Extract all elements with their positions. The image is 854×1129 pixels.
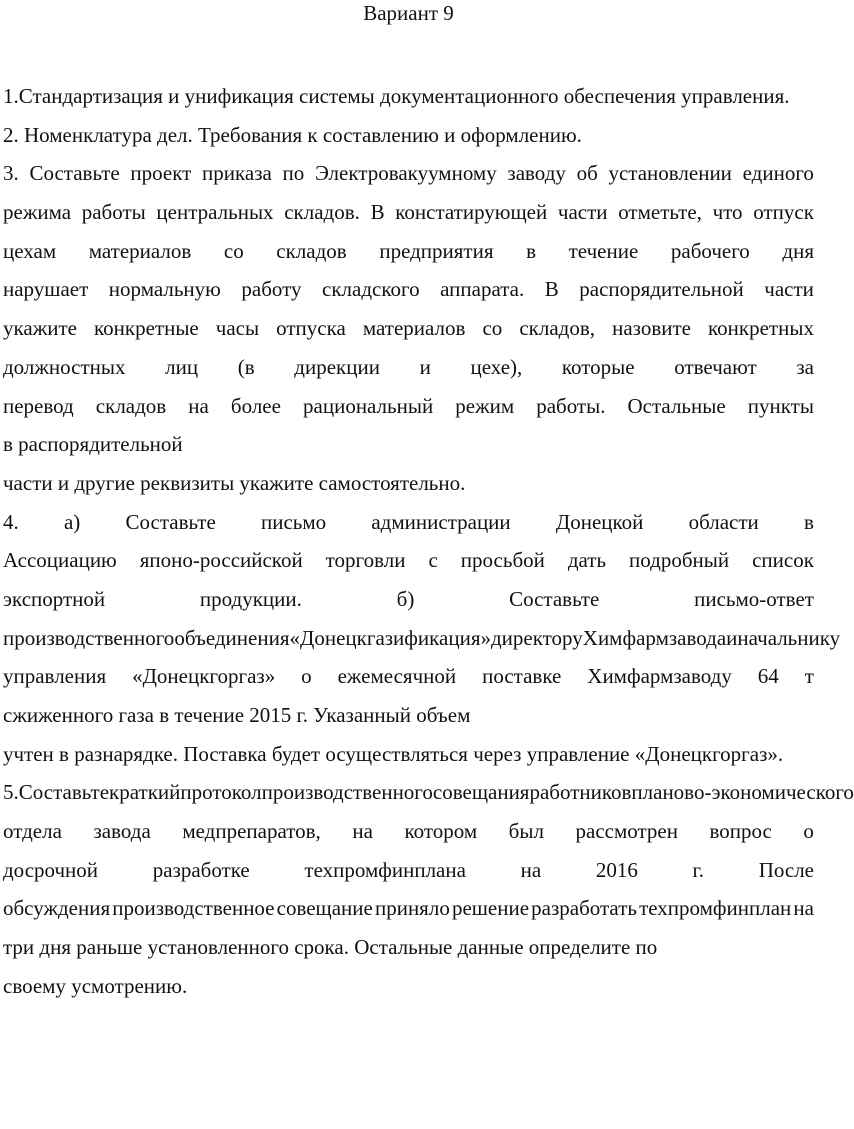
word: работников [529, 780, 632, 805]
word: рациональный [303, 393, 434, 418]
word: совещание [276, 896, 373, 921]
word: Химфармзаводу [587, 664, 732, 689]
word: Составьте [29, 161, 120, 186]
word: предприятия [379, 238, 494, 263]
word: разработать [531, 896, 637, 921]
text-line [3, 270, 814, 309]
word: 64 [757, 664, 779, 689]
word: торговли [325, 548, 406, 573]
word: производственное [112, 896, 275, 921]
word: приказа [202, 161, 272, 186]
word: просьбой [460, 548, 545, 573]
word: совещания [432, 780, 530, 805]
word: рассмотрен [575, 819, 678, 844]
word: производственного [3, 625, 175, 650]
word: 4. [3, 509, 19, 534]
word: конкретные [94, 316, 199, 341]
word: Химфармзавода [582, 625, 727, 650]
word: обсуждения [3, 896, 111, 921]
word: объединения [174, 625, 290, 650]
word: работы. [536, 393, 606, 418]
word: завода [93, 819, 151, 844]
text-line [3, 348, 814, 387]
word: т [804, 664, 814, 689]
word: на [188, 393, 209, 418]
list-item [3, 116, 814, 155]
word: области [688, 509, 759, 534]
text-line [3, 580, 814, 619]
word: подробный [629, 548, 730, 573]
text-line [3, 503, 814, 542]
word: отпуска [276, 316, 346, 341]
word: японо-российской [139, 548, 303, 573]
word: нарушает [3, 277, 89, 302]
word: на [793, 896, 814, 921]
word: об [576, 161, 598, 186]
text-line: 1.Стандартизация и унификация системы документационного обеспечения управления. [3, 84, 790, 108]
word: течение [568, 238, 639, 263]
text-line: своему усмотрению. [3, 973, 188, 998]
text-line [3, 387, 814, 426]
word: Электровакуумному [314, 161, 497, 186]
text-line [3, 193, 814, 232]
word: Остальные [627, 393, 726, 418]
word: решение [451, 896, 530, 921]
text-line: учтен в разнарядке. Поставка будет осуществляться через управление «Донецкгоргаз». [3, 741, 784, 766]
word: работу [241, 277, 302, 302]
word: режима [3, 200, 72, 225]
word: конкретных [708, 316, 814, 341]
word: был [508, 819, 544, 844]
word: часы [215, 316, 260, 341]
list-item [3, 154, 814, 502]
word: вопрос [709, 819, 772, 844]
word: заводу [507, 161, 566, 186]
word: нормальную [108, 277, 221, 302]
word: медпрепаратов, [182, 819, 321, 844]
word: б) [396, 586, 415, 611]
word: «Донецкгоргаз» [132, 664, 276, 689]
word: материалов [362, 316, 466, 341]
word: администрации [371, 509, 511, 534]
word: В [370, 200, 385, 225]
word: единого [742, 161, 814, 186]
text-line [3, 232, 814, 271]
word: В [544, 277, 559, 302]
word: дня [782, 238, 814, 263]
word: складов [276, 238, 347, 263]
word: котором [404, 819, 478, 844]
word: техпромфинплана [304, 857, 466, 882]
text-line [3, 812, 814, 851]
word: материалов [88, 238, 192, 263]
text-line: 2. Номенклатура дел. Требования к составлению и оформлению. [3, 122, 582, 147]
word: и [726, 625, 738, 650]
text-line [3, 619, 841, 658]
word: отдела [3, 819, 62, 844]
word: о [803, 819, 814, 844]
word: которые [561, 354, 635, 379]
word: складов [95, 393, 167, 418]
word: письмо-ответ [694, 586, 814, 611]
word: складов, [519, 316, 596, 341]
word: отвечают [674, 354, 757, 379]
word: более [230, 393, 281, 418]
word: управления [3, 664, 107, 689]
text-line [3, 657, 814, 696]
text-line: в распорядительной [3, 432, 183, 457]
word: с [428, 548, 438, 573]
word: досрочной [3, 857, 99, 882]
word: Составьте [509, 586, 600, 611]
word: список [752, 548, 814, 573]
word: «Донецкгазификация» [289, 625, 491, 650]
word: за [796, 354, 814, 379]
word: центральных [156, 200, 274, 225]
word: директору [490, 625, 583, 650]
word: 2016 [595, 857, 638, 882]
word: г. [692, 857, 705, 882]
word: установлении [608, 161, 732, 186]
text-line [3, 309, 814, 348]
word: о [301, 664, 312, 689]
word: начальнику [737, 625, 841, 650]
word: назовите [612, 316, 691, 341]
word: цехам [3, 238, 57, 263]
word: аппарата. [440, 277, 525, 302]
word: констатирующей [395, 200, 548, 225]
word: 5. [3, 780, 19, 805]
text-line [3, 154, 814, 193]
text-line: части и другие реквизиты укажите самостоятельно. [3, 470, 466, 495]
word: Донецкой [555, 509, 644, 534]
word: экспортной [3, 586, 106, 611]
word: 3. [3, 161, 19, 186]
word: работы [81, 200, 146, 225]
word: что [712, 200, 743, 225]
word: разработке [152, 857, 250, 882]
word: складского [322, 277, 420, 302]
word: протокол [180, 780, 262, 805]
word: лиц [165, 354, 199, 379]
word: части [764, 277, 814, 302]
list-item [3, 503, 841, 774]
word: в [803, 509, 814, 534]
word: должностных [3, 354, 126, 379]
word: и [419, 354, 431, 379]
word: в [526, 238, 537, 263]
word: а) [63, 509, 81, 534]
word: письмо [260, 509, 327, 534]
word: Составьте [125, 509, 216, 534]
text-line [3, 541, 814, 580]
word: на [352, 819, 373, 844]
word: режим [455, 393, 515, 418]
word: части [557, 200, 608, 225]
word: отпуск [753, 200, 814, 225]
word: на [520, 857, 542, 882]
word: складов. [284, 200, 360, 225]
word: Составьте [18, 780, 110, 805]
text-line [3, 773, 854, 812]
word: ежемесячной [337, 664, 457, 689]
word: (в [237, 354, 255, 379]
text-line: сжиженного газа в течение 2015 г. Указанный объем [3, 703, 471, 727]
word: приняло [374, 896, 450, 921]
word: дать [567, 548, 607, 573]
text-line [3, 851, 814, 890]
document-title: Вариант 9 [363, 1, 454, 25]
word: рабочего [670, 238, 750, 263]
word: по [282, 161, 305, 186]
text-line [3, 889, 814, 928]
word: распорядительной [579, 277, 744, 302]
word: цехе), [470, 354, 523, 379]
document-body [3, 77, 854, 1006]
word: отметьте, [618, 200, 702, 225]
word: со [482, 316, 503, 341]
word: пункты [747, 393, 814, 418]
word: поставке [482, 664, 562, 689]
word: производственного [261, 780, 433, 805]
word: проект [130, 161, 192, 186]
word: со [223, 238, 244, 263]
list-item [3, 773, 854, 1005]
word: дирекции [294, 354, 380, 379]
word: планово-экономического [631, 780, 854, 805]
text-line: три дня раньше установленного срока. Остальные данные определите по [3, 935, 658, 960]
word: краткий [109, 780, 181, 805]
word: техпромфинплан [639, 896, 792, 921]
word: Ассоциацию [3, 548, 117, 573]
word: После [758, 857, 814, 882]
word: продукции. [199, 586, 302, 611]
word: укажите [3, 316, 77, 341]
list-item [3, 77, 814, 116]
word: перевод [3, 393, 74, 418]
